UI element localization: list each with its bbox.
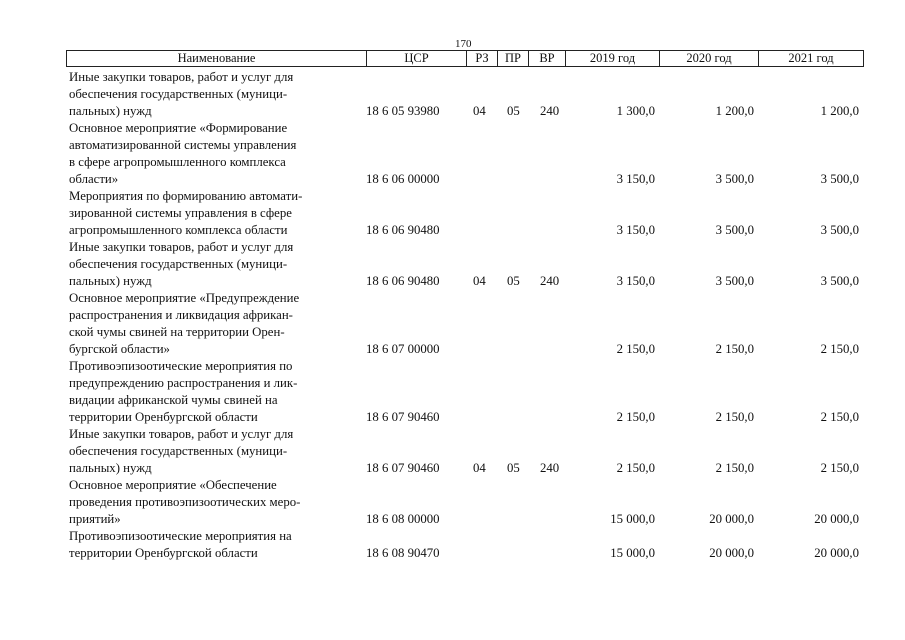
row-csr: 18 6 07 00000	[366, 342, 440, 356]
row-2021: 2 150,0	[820, 410, 859, 424]
row-2021: 1 200,0	[820, 104, 859, 118]
header-rz: РЗ	[466, 51, 497, 66]
row-2021: 3 500,0	[820, 274, 859, 288]
row-name: Основное мероприятие «Обеспечение проведения противоэпизоотических меро- приятий»	[69, 478, 301, 526]
table-body	[0, 69, 905, 562]
row-2019: 2 150,0	[616, 342, 655, 356]
row-csr: 18 6 06 00000	[366, 172, 440, 186]
table-row	[0, 528, 905, 562]
row-name: Противоэпизоотические мероприятия на территории Оренбургской области	[69, 529, 292, 560]
row-vr: 240	[540, 274, 560, 288]
row-2021: 20 000,0	[814, 512, 859, 526]
row-csr: 18 6 07 90460	[366, 410, 440, 424]
row-2019: 3 150,0	[616, 223, 655, 237]
row-csr: 18 6 08 00000	[366, 512, 440, 526]
row-vr: 240	[540, 461, 560, 475]
table-row	[0, 290, 905, 358]
page-number: 170	[455, 38, 472, 50]
row-rz: 04	[473, 274, 486, 288]
header-csr: ЦСР	[366, 51, 466, 66]
row-2020: 3 500,0	[715, 223, 754, 237]
header-pr: ПР	[497, 51, 528, 66]
row-2020: 2 150,0	[715, 461, 754, 475]
row-csr: 18 6 08 90470	[366, 546, 440, 560]
row-2020: 3 500,0	[715, 274, 754, 288]
row-2020: 2 150,0	[715, 342, 754, 356]
table-row	[0, 426, 905, 477]
row-2019: 1 300,0	[616, 104, 655, 118]
row-csr: 18 6 06 90480	[366, 223, 440, 237]
row-2019: 3 150,0	[616, 274, 655, 288]
row-pr: 05	[507, 461, 520, 475]
row-csr: 18 6 07 90460	[366, 461, 440, 475]
row-2020: 3 500,0	[715, 172, 754, 186]
row-name: Противоэпизоотические мероприятия по предупреждению распространения и лик- видации африканской чумы свиней на территории Оренбургской области	[69, 359, 298, 424]
row-name: Иные закупки товаров, работ и услуг для обеспечения государственных (муници- пальных) нужд	[69, 427, 294, 475]
table-row	[0, 188, 905, 239]
row-2020: 20 000,0	[709, 546, 754, 560]
row-2019: 2 150,0	[616, 410, 655, 424]
row-2019: 15 000,0	[610, 546, 655, 560]
row-pr: 05	[507, 104, 520, 118]
row-2019: 2 150,0	[616, 461, 655, 475]
row-rz: 04	[473, 104, 486, 118]
table-row	[0, 239, 905, 290]
row-2020: 1 200,0	[715, 104, 754, 118]
row-2021: 2 150,0	[820, 461, 859, 475]
row-2019: 3 150,0	[616, 172, 655, 186]
row-csr: 18 6 06 90480	[366, 274, 440, 288]
header-vr: ВР	[528, 51, 565, 66]
row-csr: 18 6 05 93980	[366, 104, 440, 118]
header-name: Наименование	[177, 51, 256, 65]
table-row	[0, 69, 905, 120]
header-2019: 2019 год	[565, 51, 659, 66]
header-2020: 2020 год	[659, 51, 758, 66]
row-2021: 3 500,0	[820, 172, 859, 186]
row-name: Основное мероприятие «Формирование автоматизированной системы управления в сфере агропромышленного комплекса области»	[69, 121, 297, 186]
header-2021: 2021 год	[758, 51, 863, 66]
row-2021: 2 150,0	[820, 342, 859, 356]
row-2020: 2 150,0	[715, 410, 754, 424]
row-2021: 3 500,0	[820, 223, 859, 237]
row-name: Мероприятия по формированию автомати- зированной системы управления в сфере агропромышленного комплекса области	[69, 189, 303, 237]
row-name: Иные закупки товаров, работ и услуг для обеспечения государственных (муници- пальных) нужд	[69, 240, 294, 288]
row-pr: 05	[507, 274, 520, 288]
row-rz: 04	[473, 461, 486, 475]
table-header	[66, 50, 864, 67]
table-row	[0, 477, 905, 528]
row-vr: 240	[540, 104, 560, 118]
row-2020: 20 000,0	[709, 512, 754, 526]
table-row	[0, 358, 905, 426]
row-2019: 15 000,0	[610, 512, 655, 526]
row-name: Основное мероприятие «Предупреждение распространения и ликвидация африкан- ской чумы свиней на территории Орен- бургской области»	[69, 291, 300, 356]
table-row	[0, 120, 905, 188]
row-name: Иные закупки товаров, работ и услуг для обеспечения государственных (муници- пальных) нужд	[69, 70, 294, 118]
row-2021: 20 000,0	[814, 546, 859, 560]
